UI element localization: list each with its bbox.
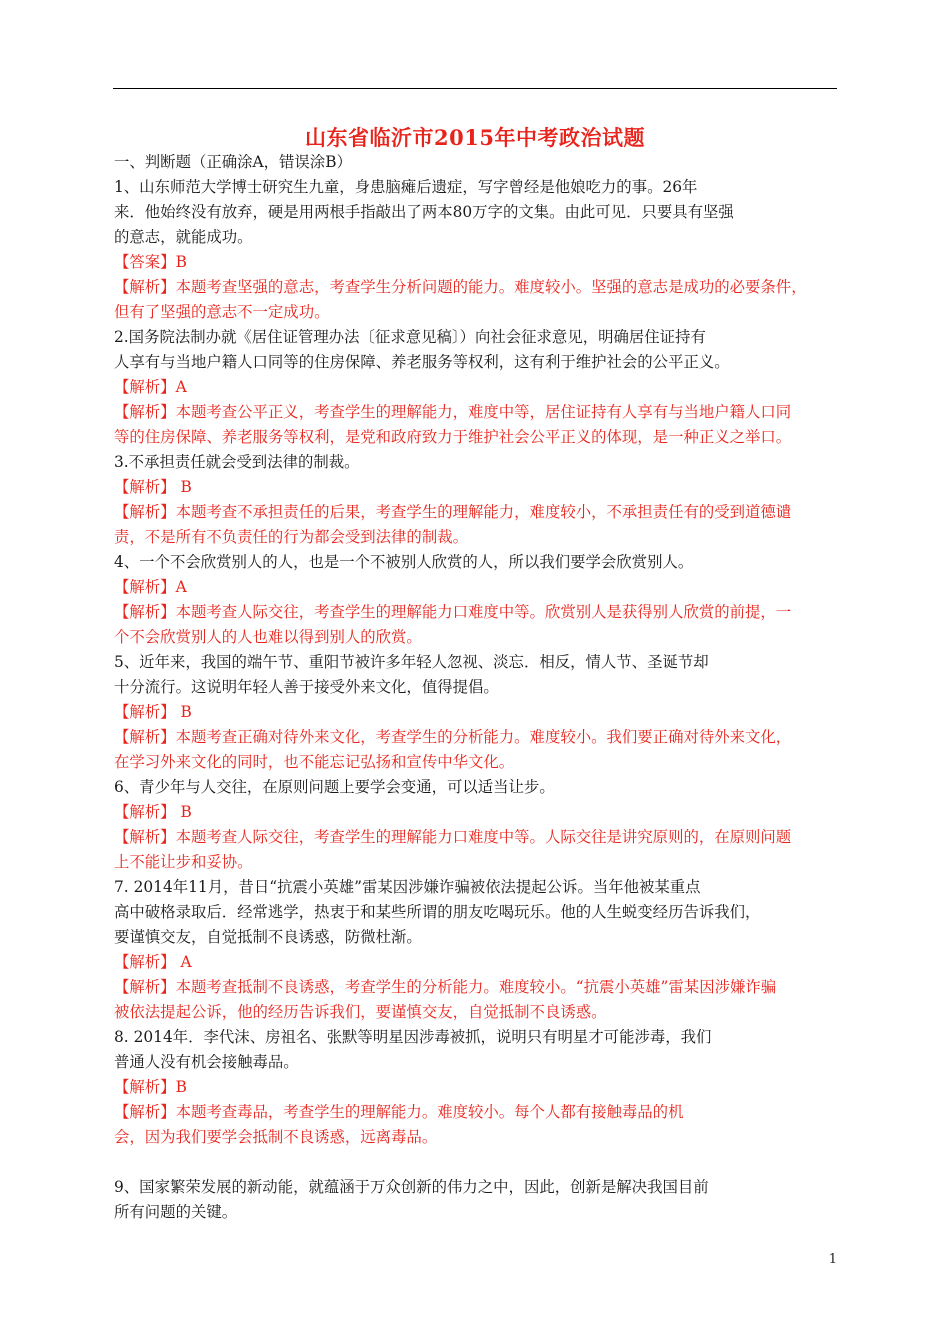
analysis-line: 个不会欣赏别人的人也难以得到别人的欣赏。	[114, 628, 422, 646]
analysis-line: 但有了坚强的意志不一定成功。	[114, 303, 330, 321]
question-stem-line: 7. 2014年11月，昔日“抗震小英雄”雷某因涉嫌诈骗被依法提起公诉。当年他被某重点	[114, 878, 701, 896]
answer-line: 【解析】 A	[114, 953, 192, 971]
analysis-line: 【解析】本题考查正确对待外来文化，考查学生的分析能力。难度较小。我们要正确对待外来文化，	[114, 728, 792, 746]
analysis-line: 责，不是所有不负责任的行为都会受到法律的制裁。	[114, 528, 468, 546]
question-stem-line: 来．他始终没有放弃，硬是用两根手指敲出了两本80万字的文集。由此可见．只要具有坚强	[114, 203, 734, 221]
question-stem-line: 5、近年来，我国的端午节、重阳节被许多年轻人忽视、淡忘．相反，情人节、圣诞节却	[114, 653, 709, 671]
analysis-line: 被依法提起公诉，他的经历告诉我们，要谨慎交友，自觉抵制不良诱惑。	[114, 1003, 607, 1021]
section-heading: 一、判断题（正确涂A，错误涂B）	[114, 153, 352, 171]
question-stem-line: 1、山东师范大学博士研究生九童，身患脑瘫后遗症，写字曾经是他娘吃力的事。26年	[114, 178, 698, 196]
analysis-line: 【解析】本题考查抵制不良诱惑，考查学生的分析能力。难度较小。“抗震小英雄”雷某因涉嫌诈骗	[114, 978, 777, 996]
analysis-line: 【解析】本题考查人际交往，考查学生的理解能力口难度中等。欣赏别人是获得别人欣赏的前提，一	[114, 603, 792, 621]
question-stem-line: 3.不承担责任就会受到法律的制裁。	[114, 453, 360, 471]
blank-spacer	[114, 1150, 844, 1175]
question-stem-line: 9、国家繁荣发展的新动能，就蕴涵于万众创新的伟力之中，因此，创新是解决我国目前	[114, 1178, 709, 1196]
answer-line: 【解析】A	[114, 578, 187, 596]
question-stem-line: 2.国务院法制办就《居住证管理办法〔征求意见稿〕）向社会征求意见，明确居住证持有	[114, 328, 706, 346]
answer-line: 【解析】 B	[114, 703, 192, 721]
question-stem-line: 人享有与当地户籍人口同等的住房保障、养老服务等权利，这有利于维护社会的公平正义。	[114, 353, 730, 371]
answer-line: 【解析】B	[114, 1078, 187, 1096]
answer-line: 【解析】 B	[114, 803, 192, 821]
question-stem-line: 十分流行。这说明年轻人善于接受外来文化，值得提倡。	[114, 678, 499, 696]
question-stem-line: 高中破格录取后．经常逃学，热衷于和某些所谓的朋友吃喝玩乐。他的人生蜕变经历告诉我们，	[114, 903, 761, 921]
analysis-line: 上不能让步和妥协。	[114, 853, 253, 871]
question-stem-line: 普通人没有机会接触毒品。	[114, 1053, 299, 1071]
analysis-line: 【解析】本题考查人际交往，考查学生的理解能力口难度中等。人际交往是讲究原则的，在原则问题	[114, 828, 792, 846]
document-body	[114, 150, 844, 1225]
answer-line: 【答案】B	[114, 253, 187, 271]
question-stem-line: 6、青少年与人交往，在原则问题上要学会变通，可以适当让步。	[114, 778, 555, 796]
header-rule	[113, 88, 837, 89]
analysis-line: 【解析】本题考查不承担责任的后果，考查学生的理解能力，难度较小，不承担责任有的受到道德谴	[114, 503, 792, 521]
analysis-line: 【解析】本题考查公平正义，考查学生的理解能力，难度中等，居住证持有人享有与当地户籍人口同	[114, 403, 792, 421]
analysis-line: 【解析】本题考查坚强的意志，考查学生分析问题的能力。难度较小。坚强的意志是成功的必要条件，	[114, 278, 807, 296]
question-stem-line: 所有问题的关键。	[114, 1203, 238, 1221]
analysis-line: 【解析】本题考查毒品，考查学生的理解能力。难度较小。每个人都有接触毒品的机	[114, 1103, 684, 1121]
answer-line: 【解析】A	[114, 378, 187, 396]
question-stem-line: 8. 2014年．李代沫、房祖名、张默等明星因涉毒被抓，说明只有明星才可能涉毒，我们	[114, 1028, 712, 1046]
analysis-line: 会，因为我们要学会抵制不良诱惑，远离毒品。	[114, 1128, 438, 1146]
question-stem-line: 4、一个不会欣赏别人的人，也是一个不被别人欣赏的人，所以我们要学会欣赏别人。	[114, 553, 694, 571]
page-title: 山东省临沂市2015年中考政治试题	[305, 125, 645, 150]
page-number: 1	[828, 1252, 837, 1267]
question-stem-line: 要谨慎交友，自觉抵制不良诱惑，防微杜渐。	[114, 928, 422, 946]
analysis-line: 在学习外来文化的同时，也不能忘记弘扬和宣传中华文化。	[114, 753, 515, 771]
question-stem-line: 的意志，就能成功。	[114, 228, 253, 246]
answer-line: 【解析】 B	[114, 478, 192, 496]
analysis-line: 等的住房保障、养老服务等权利，是党和政府致力于维护社会公平正义的体现，是一种正义之举口。	[114, 428, 792, 446]
